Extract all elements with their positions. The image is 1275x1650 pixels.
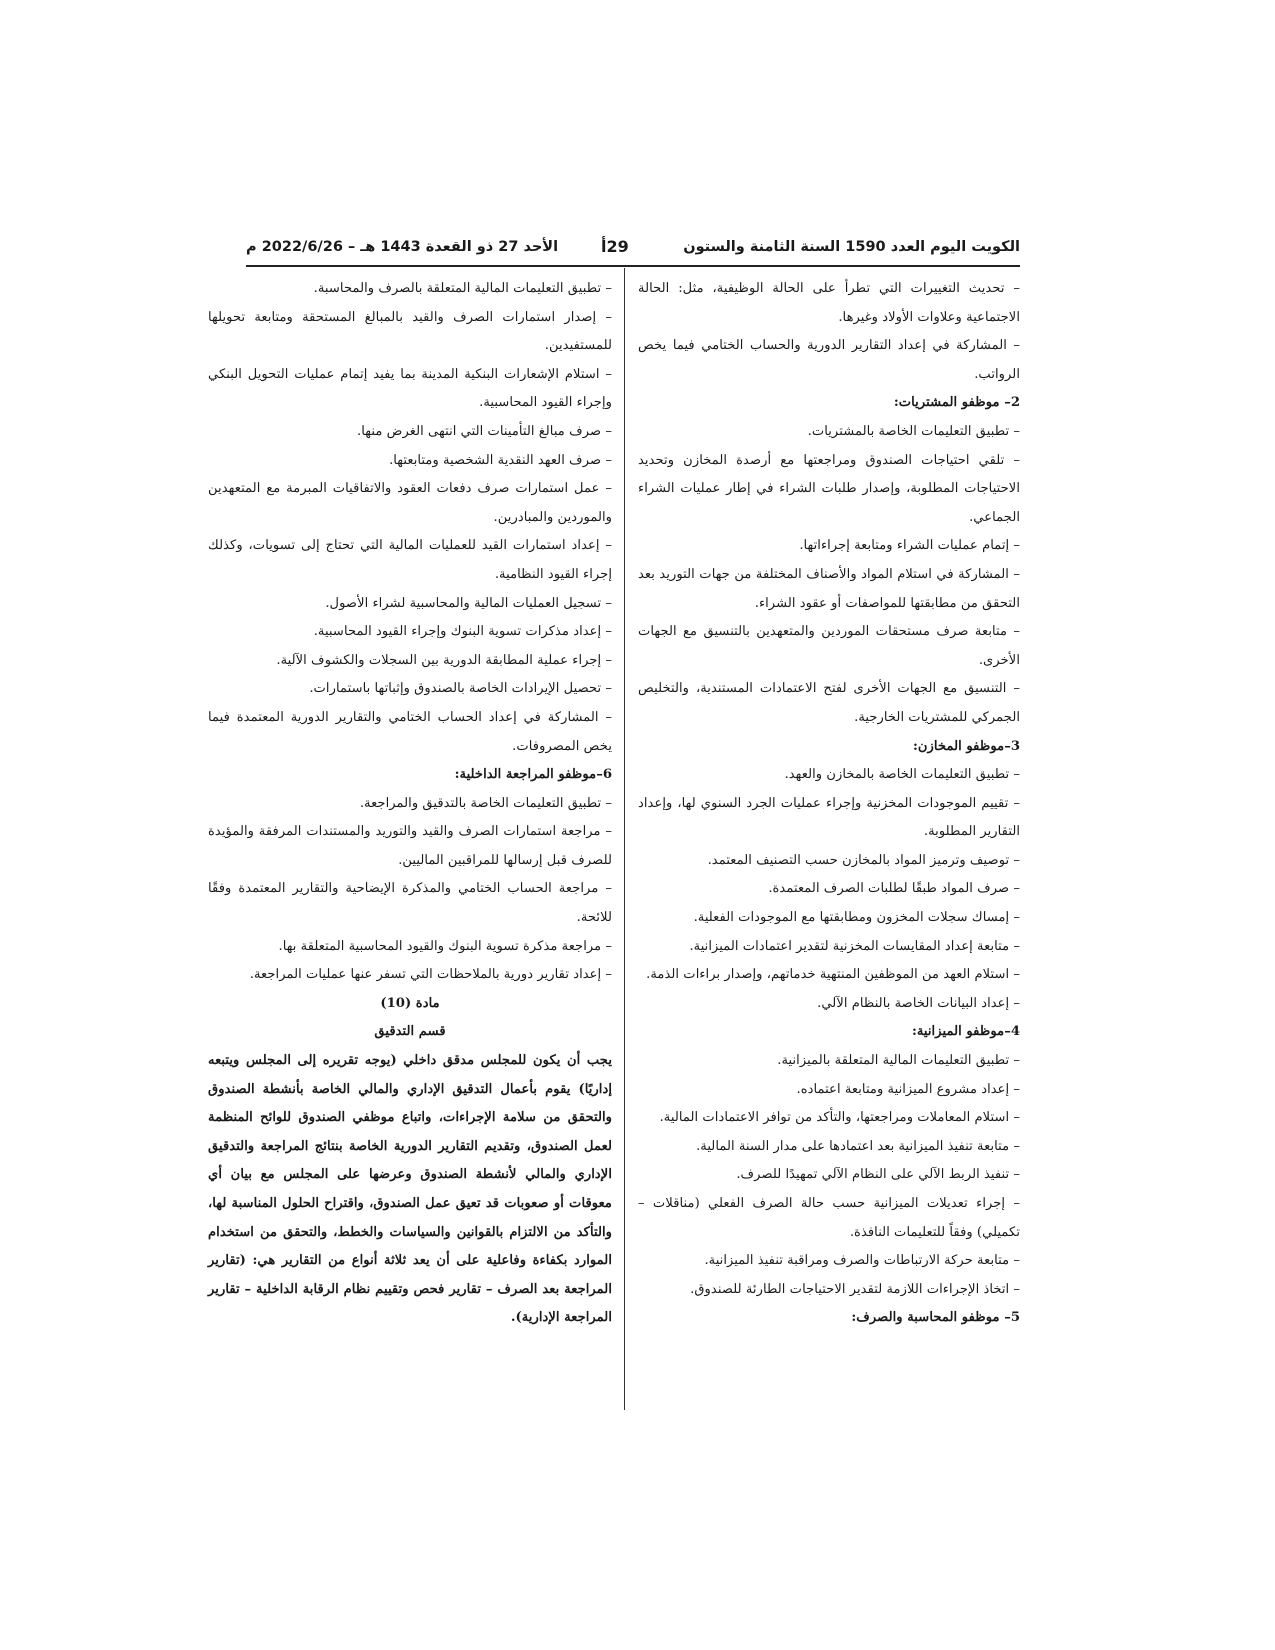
list-item: – مراجعة مذكرة تسوية البنوك والقيود المحاسبية المتعلقة بها. [278, 938, 612, 954]
list-item: – تحصيل الإيرادات الخاصة بالصندوق وإثباتها باستمارات. [309, 681, 612, 697]
list-item: – متابعة إعداد المقايسات المخزنية لتقدير اعتمادات الميزانية. [689, 938, 1020, 954]
list-item: – إمساك سجلات المخزون ومطابقتها مع الموجودات الفعلية. [693, 910, 1020, 926]
list-item: – تسجيل العمليات المالية والمحاسبية لشراء الأصول. [325, 595, 612, 611]
list-item: – إتمام عمليات الشراء ومتابعة إجراءاتها. [799, 538, 1020, 554]
section-heading-purchasing: 2– موظفو المشتريات: [893, 395, 1020, 411]
list-item: – استلام العهد من الموظفين المنتهية خدماتهم، وإصدار براءات الذمة. [646, 967, 1020, 983]
list-item: – إعداد مشروع الميزانية ومتابعة اعتماده. [796, 1081, 1020, 1097]
list-item: – تلقي احتياجات الصندوق ومراجعتها مع أرصدة المخازن وتحديد الاحتياجات المطلوبة، وإصدار طلبات الشراء في إطار عمليات الشراء الجماعي. [638, 452, 1020, 525]
article-number: مادة (10) [380, 995, 440, 1011]
list-item: – صرف العهد النقدية الشخصية ومتابعتها. [389, 452, 612, 468]
list-item: – عمل استمارات صرف دفعات العقود والاتفاقيات المبرمة مع المتعهدين والموردين والمبادرين. [208, 481, 612, 525]
section-heading-budget: 4–موظفو الميزانية: [911, 1024, 1020, 1040]
list-item: – مراجعة الحساب الختامي والمذكرة الإيضاحية والتقارير المعتمدة وفقًا للائحة. [208, 881, 612, 926]
list-item: – اتخاذ الإجراءات اللازمة لتقدير الاحتياجات الطارئة للصندوق. [690, 1281, 1020, 1297]
list-item: – تطبيق التعليمات الخاصة بالمخازن والعهد. [784, 767, 1020, 783]
section-heading-internal-audit: 6–موظفو المراجعة الداخلية: [454, 767, 612, 783]
header-publication: الكويت اليوم العدد 1590 السنة الثامنة والستون [683, 239, 1020, 255]
list-item: – المشاركة في استلام المواد والأصناف المختلفة من جهات التوريد بعد التحقق من مطابقتها للمواصفات أو عقود الشراء. [638, 566, 1020, 611]
list-item: – توصيف وترميز المواد بالمخازن حسب التصنيف المعتمد. [707, 852, 1020, 868]
list-item: – استلام المعاملات ومراجعتها، والتأكد من توافر الاعتمادات المالية. [659, 1110, 1020, 1126]
list-item: – إعداد البيانات الخاصة بالنظام الآلي. [817, 995, 1020, 1011]
list-item: – المشاركة في إعداد الحساب الختامي والتقارير الدورية المعتمدة فيما يخص المصروفات. [208, 709, 612, 754]
list-item: – متابعة صرف مستحقات الموردين والمتعهدين بالتنسيق مع الجهات الأخرى. [638, 624, 1020, 668]
list-item: – صرف مبالغ التأمينات التي انتهى الغرض منها. [357, 423, 612, 439]
list-item: – إجراء عملية المطابقة الدورية بين السجلات والكشوف الآلية. [276, 652, 612, 668]
list-item: – المشاركة في إعداد التقارير الدورية والحساب الختامي فيما يخص الرواتب. [638, 338, 1020, 382]
list-item: – مراجعة استمارات الصرف والقيد والتوريد والمستندات المرفقة والمؤيدة للصرف قبل إرسالها للمراقبين الماليين. [208, 824, 612, 868]
list-item: – إعداد تقارير دورية بالملاحظات التي تسفر عنها عمليات المراجعة. [249, 967, 612, 983]
left-column [208, 275, 612, 1333]
list-item: – استلام الإشعارات البنكية المدينة بما يفيد إتمام عمليات التحويل البنكي وإجراء القيود المحاسبية. [208, 366, 612, 411]
header-page-number: 29أ [601, 237, 629, 256]
section-heading-stores: 3–موظفو المخازن: [913, 738, 1020, 754]
right-column [638, 275, 1020, 1333]
list-item: – صرف المواد طبقًا لطلبات الصرف المعتمدة. [768, 881, 1020, 897]
header-date: الأحد 27 ذو القعدة 1443 هـ – 2022/6/26 م [246, 239, 559, 255]
article-title: قسم التدقيق [374, 1024, 446, 1040]
list-item: – تطبيق التعليمات الخاصة بالتدقيق والمراجعة. [359, 795, 612, 811]
column-divider [624, 268, 625, 1410]
list-item: – التنسيق مع الجهات الأخرى لفتح الاعتمادات المستندية، والتخليص الجمركي للمشتريات الخارجية. [638, 681, 1020, 725]
list-item: – متابعة تنفيذ الميزانية بعد اعتمادها على مدار السنة المالية. [696, 1138, 1020, 1154]
list-item: – تقييم الموجودات المخزنية وإجراء عمليات الجرد السنوي لها، وإعداد التقارير المطلوبة. [638, 795, 1020, 840]
list-item: – تنفيذ الربط الآلي على النظام الآلي تمهيدًا للصرف. [736, 1167, 1020, 1183]
list-item: – تطبيق التعليمات المالية المتعلقة بالميزانية. [777, 1053, 1020, 1069]
article-body: يجب أن يكون للمجلس مدقق داخلي (يوجه تقريره إلى المجلس ويتبعه إداريًا) يقوم بأعمال التدقيق الإداري والمالي الخاصة بأنشطة الصندوق والتحقق من سلامة الإجراءات، واتباع موظفي الصندوق للوائح المنظمة لعمل الصندوق، وتقديم التقارير الدورية الخاصة بنتائج المراجعة والتدقيق الإداري والمالي لأنشطة الصندوق وعرضها على المجلس مع بيان أي معوقات أو صعوبات قد تعيق عمل الصندوق، واقتراح الحلول المناسبة لها، والتأكد من الالتزام بالقوانين والسياسات والخطط، والتحقق من استخدام الموارد بكفاءة وفاعلية على أن يعد ثلاثة أنواع من التقارير هي: (تقارير المراجعة بعد الصرف – تقارير فحص وتقييم نظام الرقابة الداخلية – تقارير المراجعة الإدارية). [208, 1053, 612, 1326]
section-heading-accounting: 5– موظفو المحاسبة والصرف: [851, 1310, 1020, 1326]
list-item: – إعداد استمارات القيد للعمليات المالية التي تحتاج إلى تسويات، وكذلك إجراء القيود النظامية. [208, 538, 612, 582]
list-item: – تحديث التغييرات التي تطرأ على الحالة الوظيفية، مثل: الحالة الاجتماعية وعلاوات الأولاد وغيرها. [638, 281, 1020, 325]
list-item: – تطبيق التعليمات الخاصة بالمشتريات. [807, 423, 1020, 439]
list-item: – إعداد مذكرات تسوية البنوك وإجراء القيود المحاسبية. [313, 624, 612, 640]
page-header [246, 237, 1020, 267]
list-item: – متابعة حركة الارتباطات والصرف ومراقبة تنفيذ الميزانية. [704, 1253, 1020, 1269]
list-item: – تطبيق التعليمات المالية المتعلقة بالصرف والمحاسبة. [313, 281, 612, 296]
header-divider [246, 265, 1020, 267]
list-item: – إجراء تعديلات الميزانية حسب حالة الصرف الفعلي (مناقلات – تكميلي) وفقاً للتعليمات النافذة. [638, 1196, 1020, 1240]
list-item: – إصدار استمارات الصرف والقيد بالمبالغ المستحقة ومتابعة تحويلها للمستفيدين. [208, 309, 612, 354]
